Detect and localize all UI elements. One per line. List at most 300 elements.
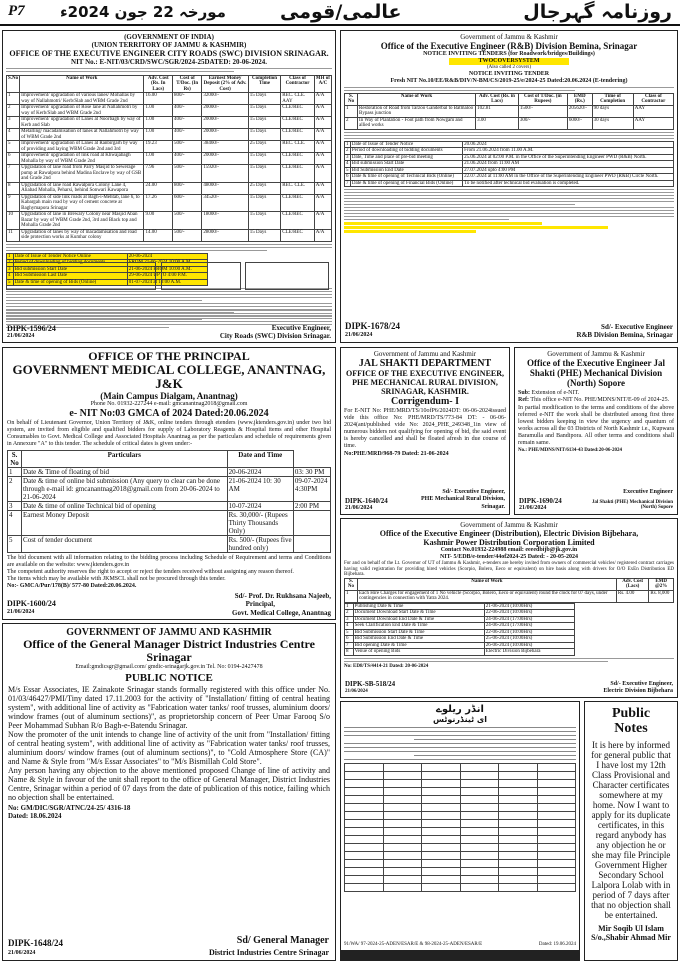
ad5-title: OFFICE OF THE PRINCIPAL: [88, 349, 250, 363]
table-cell: Bid submission Start Date: [350, 161, 462, 168]
table-cell: [537, 780, 576, 788]
table-cell: CLE/REC: [281, 229, 315, 241]
table-cell: [383, 804, 422, 812]
text-line: [344, 747, 576, 748]
table-cell: A/A: [314, 141, 331, 153]
table-row: [345, 820, 576, 828]
table-cell: 24.00: [144, 182, 173, 194]
table-cell: [499, 828, 538, 836]
table-cell: 8: [345, 649, 354, 656]
table-cell: 24-06-2024 (17:00Hrs): [484, 623, 574, 630]
ad1-note-box-2: [161, 262, 241, 290]
table-cell: [537, 788, 576, 796]
table-cell: [460, 772, 499, 780]
ad-electric-bijbehara: [340, 518, 678, 698]
ad2-two-cover-sub: (Also called 2 covers): [486, 65, 531, 70]
ad2-signature-office: R&B Division Bemina, Srinagar: [576, 331, 673, 339]
table-cell: 300/-: [518, 117, 567, 129]
table-cell: Date & Time of floating of bid: [22, 468, 228, 477]
table-row: [7, 117, 332, 129]
ad8-signature-office: District Industries Centre Srinagar: [208, 948, 329, 957]
table-cell: [460, 860, 499, 868]
table-cell: Upgradation of lane in Brewary Colony near Masjid Aban Bazar by way of WBM Grade 2nd, 3rd and Black top and Mohalla Grade 2nd: [20, 212, 144, 230]
table-row: [8, 502, 331, 511]
ad2-schedule-table: [344, 141, 674, 188]
table-cell: [499, 868, 538, 876]
table-row: [7, 129, 332, 141]
table-cell: 500/-: [173, 141, 202, 153]
table-cell: REC. CLE.: [281, 141, 315, 153]
table-cell: [422, 788, 461, 796]
ad2-office: Office of the Executive Engineer (R&B) Division Bemina, Srinagar: [380, 41, 638, 51]
table-cell: 3: [7, 266, 14, 273]
table-cell: [460, 804, 499, 812]
table-cell: [537, 868, 576, 876]
table-cell: [345, 812, 384, 820]
table-row: [345, 828, 576, 836]
table-cell: 20000/-: [202, 105, 248, 117]
table-header: Adv. Cost (Rs. In Lacs): [144, 75, 173, 93]
table-cell: 400/-: [173, 153, 202, 165]
masthead-date: مورخہ 22 جون 2024ء: [60, 3, 226, 21]
ad-jal-shakti-rural: [340, 347, 510, 515]
ad6-dipk-date: 21/06/2024: [345, 689, 368, 695]
table-cell: 15 Days: [248, 153, 280, 165]
table-row: [8, 477, 331, 502]
table-cell: Improvement/ upgradation of Rose lane at Nallahmotri by way of Kerb/Slab and WBM Grade 2nd: [20, 105, 144, 117]
table-cell: 7.96: [144, 165, 173, 183]
ad4-dipk-date: 21/06/2024: [519, 505, 547, 511]
table-row: [345, 844, 576, 852]
table-cell: 500/-: [173, 212, 202, 230]
table-row: [345, 117, 674, 129]
table-cell: 15 Days: [248, 117, 280, 129]
table-cell: 21-06-2024 FROM 10:00 A.M.: [127, 266, 207, 273]
table-cell: Electric Division Bijbehara: [484, 649, 574, 656]
table-cell: Document Download End Date & Time: [353, 616, 484, 623]
table-cell: 22.07.2024 at 11:00 AM in the Office of the Superintending Engineer PWD (R&B) Circle North.: [463, 174, 674, 181]
table-cell: [499, 852, 538, 860]
table-cell: [499, 884, 538, 892]
table-header: Completion Time: [248, 75, 280, 93]
table-cell: 15 Days: [248, 194, 280, 212]
table-cell: Upgradation of lane road from Parry Masjid to Sewerage pump at Rawalpora behind Madina Enclave by way of GSB and Grade 2nd: [20, 165, 144, 183]
ad6-corp: Kashmir Power Distribution Corporation Limited: [423, 538, 595, 547]
table-cell: [537, 844, 576, 852]
table-cell: [422, 828, 461, 836]
table-cell: 6: [346, 174, 349, 180]
table-cell: [422, 868, 461, 876]
table-cell: [460, 844, 499, 852]
table-cell: CLE/REC: [281, 165, 315, 183]
table-cell: Rs. 500/- (Rupees five hundred only): [228, 536, 292, 552]
table-row: [7, 229, 332, 241]
ad9-title-2: Notes: [614, 721, 648, 736]
table-cell: 1.00: [144, 129, 173, 141]
table-cell: A/A: [314, 182, 331, 194]
ad2-subtitle: NOTICE INVITING TENDERS (for Roadwork/bridges/Buildings): [423, 51, 595, 57]
table-cell: 1: [345, 603, 354, 610]
table-cell: 7: [346, 180, 349, 186]
table-row: [7, 182, 332, 194]
text-line: [344, 751, 576, 752]
table-row: [8, 511, 331, 536]
table-row: [345, 649, 575, 656]
table-cell: REC. CLE. AAY: [281, 93, 315, 105]
table-cell: 1.00: [144, 153, 173, 165]
table-cell: 48000/-: [202, 182, 248, 194]
table-cell: 4: [345, 623, 354, 630]
table-cell: 1.00: [144, 117, 173, 129]
table-cell: [537, 852, 576, 860]
ad6-nit: NIT- 5/EDB/e-tender/44of2024-25 Dated: - 20-05-2024: [439, 554, 579, 560]
table-cell: Date of Issue of Tender Notice: [350, 141, 462, 148]
table-cell: Cost of tender document: [22, 536, 228, 553]
ad6-office: Office of the Executive Engineer (Distribution), Electric Division Bijbehara,: [379, 529, 639, 538]
table-cell: 25 Days: [248, 141, 280, 153]
ad5-schedule-table: [7, 450, 331, 553]
table-cell: [499, 804, 538, 812]
table-cell: 400/-: [173, 129, 202, 141]
table-cell: 5: [346, 167, 349, 173]
ad3-corrigendum: Corrigendum- I: [390, 396, 460, 407]
table-cell: Bid Submission Start Date & Time: [353, 629, 484, 636]
ad1-works-table: [6, 75, 332, 242]
table-cell: [460, 780, 499, 788]
table-header: S. No: [345, 93, 358, 105]
table-cell: Improvement/ upgradation of various lanes/ Mohallas by way of Nallahmotri/ Kerb/Slab and WBM Grade 2nd: [20, 93, 144, 105]
table-cell: [383, 852, 422, 860]
table-cell: A/A: [314, 153, 331, 165]
table-cell: [460, 868, 499, 876]
ad-gmc-anantnag: [2, 347, 336, 620]
table-cell: [537, 820, 576, 828]
table-header: S. No: [345, 578, 358, 590]
table-cell: [422, 836, 461, 844]
table-cell: 18000/-: [202, 212, 248, 230]
table-cell: 4: [7, 129, 20, 141]
table-cell: Venue of opening Bids: [353, 649, 484, 656]
ad4-office: Office of the Executive Engineer Jal Shakti (PHE) Mechanical Division (North) Sopore: [526, 358, 666, 388]
table-cell: [422, 772, 461, 780]
table-cell: [383, 796, 422, 804]
ad7-ref: 91/WA/ 97-2024-25-ADEN/ESAR/E & 98-2024-25-ADEN/ESAR/E: [344, 942, 483, 948]
table-cell: [345, 780, 384, 788]
table-cell: 2: [345, 117, 358, 129]
table-cell: A/A: [314, 165, 331, 183]
table-cell: [499, 796, 538, 804]
table-row: [345, 852, 576, 860]
table-cell: [537, 812, 576, 820]
table-header: Earnest Money Deposit (2% of Adv. Cost): [203, 75, 247, 92]
table-row: [345, 174, 674, 181]
ad5-body: On behalf of Lieutenant Governor, Union Territory of J&K, online tenders through etenders (www.jktenders.gov.in) under two bid system, are invited from eligible and qualified bidders for supply of Laboratory Reagents & Hospital items and other Hospital Consumables to Govt. Medical College and Associated Hospitals Anantnag as per the particulars and schedule of requirements given in Annexure "A" to this tender. The schedule of critical dates is given under:-: [7, 420, 331, 447]
table-row: [345, 860, 576, 868]
table-cell: 20000/-: [202, 153, 248, 165]
ad1-govt: (GOVERNMENT OF INDIA): [124, 33, 214, 41]
table-cell: [422, 796, 461, 804]
table-cell: 29-06-2024 UPTO 4:00 P.M.: [127, 273, 207, 280]
ad1-office: OFFICE OF THE EXECUTIVE ENGINEER CITY ROADS (SWC) DIVISION SRINAGAR.: [9, 49, 329, 58]
table-cell: Upgradation of lanes by way of macadamisation and road side protection works at Kumhar colony: [20, 229, 144, 241]
table-header: Class of Contractor: [633, 93, 673, 105]
table-cell: 22-06-2024 (10:00Hrs): [484, 610, 574, 617]
text-line: [344, 759, 576, 760]
table-header: Time of Completion: [592, 93, 633, 105]
table-cell: [383, 884, 422, 892]
ad-rb-bemina: [340, 30, 678, 343]
table-cell: 25.06.2024 at 02:00 P.M. in the Office of the Superintending Engineer PWD (R&B) North.: [463, 154, 674, 161]
ad2-signature-title: Sd/- Executive Engineer: [601, 323, 673, 331]
ad5-no: No:- GMCA/Pur/178(B)/ 577-80 Dated:20.06.2024.: [7, 583, 137, 589]
ad1-ut: (UNION TERRITORY OF JAMMU & KASHMIR): [91, 41, 247, 49]
ad4-sub-label: Sub:: [518, 390, 531, 396]
table-cell: 09-07-2024 4:30PM: [293, 477, 330, 502]
table-cell: [383, 868, 422, 876]
table-cell: 90 days: [592, 105, 633, 117]
ad3-body: For E-NIT No: PHE/MRD/TS/10ofP6/2024DT: 06-06-2024issued vide this office No: PHE/MRD/TS/773-84 DT: - 06-06-2024(ant/published vide No: 2024_PHE_249348_1in view of numerous bidders not qualifying for opening of bid, the said event is hereby cancelled and shall be floated afresh in due course of time.: [344, 408, 506, 449]
table-cell: 15 Days: [248, 229, 280, 241]
ad9-signature-2: S/o.,Shabir Ahmad Mir: [591, 933, 671, 942]
table-cell: A/A: [314, 129, 331, 141]
table-cell: 2: [8, 477, 22, 502]
ad8-signature-title: Sd/ General Manager: [236, 935, 329, 946]
table-cell: [460, 852, 499, 860]
table-cell: A/A: [314, 194, 331, 212]
table-cell: [499, 788, 538, 796]
table-cell: [460, 820, 499, 828]
table-cell: [383, 828, 422, 836]
table-cell: Improvement/ upgradation of link road at Khwajabagh Mohalla by way of WBM Grade 2nd: [20, 153, 144, 165]
table-row: [345, 836, 576, 844]
table-cell: [537, 836, 576, 844]
table-cell: [460, 884, 499, 892]
table-cell: 1: [7, 93, 20, 105]
table-cell: AAY: [633, 117, 673, 129]
table-cell: [460, 828, 499, 836]
table-cell: A/A: [314, 105, 331, 117]
table-row: [345, 780, 576, 788]
table-cell: [383, 860, 422, 868]
ad5-nit: e- NIT No:03 GMCA of 2024 Dated:20.06.2024: [69, 408, 269, 419]
table-cell: [345, 860, 384, 868]
table-cell: Date & time of online Technical bid of opening: [22, 502, 228, 511]
table-cell: 20.06.2024: [463, 141, 674, 148]
table-cell: 11: [7, 229, 20, 241]
table-cell: 15 Days: [248, 165, 280, 183]
ad-city-roads: [2, 30, 336, 343]
table-cell: A/A: [314, 117, 331, 129]
table-cell: CLE/REC: [281, 194, 315, 212]
ad8-date: Dated: 18.06.2024: [8, 812, 62, 820]
table-cell: [460, 764, 499, 772]
table-row: [345, 772, 576, 780]
table-cell: Improvement/ upgradation of Lanes at Ranbirgarh by way of providing and laying WBM Grade 2nd and 3rd: [20, 141, 144, 153]
table-cell: [293, 536, 330, 553]
ad8-no: No: GM/DIC/SGR/ATNC/24-25/ 4316-18: [8, 804, 131, 812]
ad7-footer-bar: [341, 950, 579, 960]
table-cell: Date & time of opening of Technical Bids (Online): [350, 174, 462, 181]
table-cell: [499, 780, 538, 788]
table-cell: 1.00: [144, 105, 173, 117]
ad4-signature-office: Jal Shakti (PHE) Mechanical Division (North) Sopore: [591, 499, 673, 511]
table-cell: 27.07.2024 upto 4:00 PM: [463, 167, 674, 174]
table-cell: [537, 804, 576, 812]
table-cell: 1: [345, 590, 358, 602]
table-cell: Upgradation of side link roads at Bagh-i-Mehtab, lane 6, to Kabargah main road by way of cement concrete at Baghymapora Srinagar: [20, 194, 144, 212]
table-cell: [345, 876, 384, 884]
table-cell: To be notified after technical bid evaluation is completed.: [463, 180, 674, 187]
table-header: Particulars: [22, 451, 228, 468]
table-cell: [460, 876, 499, 884]
table-cell: 2: [7, 105, 20, 117]
table-cell: Bid submission Start Date: [13, 266, 127, 273]
table-cell: 600/-: [173, 194, 202, 212]
table-cell: 14.00: [144, 229, 173, 241]
ad4-body: In partial modification to the terms and conditions of the above referred e-NIT the work shall be distributed among first three lowest bidders keeping in view the urgency and quantum of works across all the 03 Districts of North Kashmir i.e., Kupwara Baramulla and Bandipora. All other terms and conditions shall remain same.: [518, 405, 674, 446]
table-header: Name of Work: [20, 75, 144, 93]
table-cell: In Way of Plantation - Foot path from Nowgam and allied works: [358, 117, 476, 129]
ad6-no: No: ED8/TS/4414-21 Dated: 20-06-2024: [344, 663, 429, 669]
table-cell: 16.00: [144, 93, 173, 105]
table-cell: 1: [346, 141, 349, 147]
table-row: [7, 165, 332, 183]
table-header: Name of Work: [357, 578, 616, 590]
table-cell: A/A: [314, 229, 331, 241]
text-line: [414, 739, 576, 740]
ad3-signature-office: PHE Mechanical Rural Division,: [421, 496, 505, 502]
table-row: [7, 212, 332, 230]
table-cell: [422, 876, 461, 884]
table-cell: 3: [345, 616, 354, 623]
table-cell: [383, 788, 422, 796]
table-header: MH of A/C: [314, 75, 331, 93]
table-cell: [537, 828, 576, 836]
ad2-nit-label: NOTICE INVITING TENDER: [468, 70, 550, 77]
ad7-text-lines: [344, 727, 576, 760]
ad8-body: M/s Essar Associates, IE Zainakote Srinagar stands formally registered with this office under No. 01/03/46427/PMI/Tiny dated 17.11.2003 for the activity of "Installation/ fitting of central heating system", with additional line of activity as "Fabrication water tanks/ roof trusses, aluminium doors/ window frames (out of aluminum sections)", as proprietorship concern of Peer Umar Farooq S/o Peer Mohammad Subhan R/o Bagh-e-Batendu Srinagar. Now the promoter of the unit intends to change line of activity of the unit from "Installation/ fitting of central heating system", with additional line of activity as "Fabrication water tanks/ roof trusses, aluminium doors/ window frames (out of aluminum sections)", to "Cold Atmosphere Store (CA)" and Name & Style from "M/s Essar Associates" to "M/s Bismillah Cold Store". Any person having any objection to the above mentioned proposed Change of line of activity and Name & Style in favour of the unit shall report to the office of General Manager, District Industries Centre, Srinagar within a period of 07 days from the date of publication of this notice, failing which no objection shall be entertained.: [8, 685, 330, 802]
table-cell: 2: [7, 260, 14, 267]
ad6-body: For and on behalf of the Lt. Governor of UT of Jammu & Kashmir, e-tenders are hereby invited from owners of commercial vehicles/ registered contract carriages having valid registration for providing hired vehicles (Scorpio, Bolero, Eeco or equivalent) on hire basis along with drivers for O/O ExEn Distribution ED Bijbehara.: [344, 561, 674, 578]
ad2-govt: Government of Jammu & Kashmir: [460, 33, 558, 41]
table-cell: 24-06-2024 (17:00Hrs): [484, 616, 574, 623]
table-row: [345, 764, 576, 772]
ad5-signature-title: Sd/- Prof. Dr. Rukhsana Najeeb,: [234, 592, 331, 600]
table-cell: [383, 812, 422, 820]
ad8-govt: GOVERNMENT OF JAMMU AND KASHMIR: [66, 627, 272, 638]
table-cell: 400/-: [173, 117, 202, 129]
table-cell: [499, 820, 538, 828]
table-cell: REC. CLE.: [281, 182, 315, 194]
ad6-works-table: [344, 578, 674, 603]
table-cell: [345, 788, 384, 796]
ad3-office: OFFICE OF THE EXECUTIVE ENGINEER, PHE MECHANICAL RURAL DIVISION, SRINAGAR, KASHMIR.: [345, 369, 505, 396]
table-cell: Date & time of online bid submission (Any query to clear can be done through e-mail id: gmcanantnag2018@gmail.com from 20-06-2024 to 21-06-2024: [22, 477, 228, 502]
table-cell: A/A: [314, 212, 331, 230]
table-row: [345, 796, 576, 804]
table-cell: A/A: [314, 93, 331, 105]
table-cell: 15 Days: [248, 93, 280, 105]
ad8-office: Office of the General Manager District Industries Centre Srinagar: [23, 637, 315, 664]
table-cell: [383, 820, 422, 828]
table-cell: 5: [345, 629, 354, 636]
ad6-dipk: DIPK-SB-518/24: [345, 680, 396, 688]
ad1-note-box-3: [245, 262, 329, 290]
table-cell: [383, 876, 422, 884]
table-cell: 1: [7, 253, 14, 260]
table-cell: Bid opening Date & Time: [353, 642, 484, 649]
ad-public-notes: [584, 701, 678, 961]
table-cell: 15 Days: [248, 129, 280, 141]
table-cell: [422, 884, 461, 892]
table-cell: Bid Submission End Date & Time: [353, 636, 484, 643]
table-cell: 3: [7, 117, 20, 129]
ad2-nit: Fresh NIT No.10/EE/R&B/DIV/N-BM/CS/2019-25/e/2024-25 Dated:20.06.2024 (E-tendering): [390, 77, 628, 84]
ad4-govt: Government of Jammu & Kashmir: [547, 350, 645, 358]
table-cell: [293, 511, 330, 536]
table-row: [345, 868, 576, 876]
table-cell: [345, 804, 384, 812]
table-row: [7, 194, 332, 212]
table-cell: [345, 884, 384, 892]
table-row: [345, 105, 674, 117]
ad5-college: GOVERNMENT MEDICAL COLLEGE, ANANTNAG, J&K: [12, 362, 326, 391]
table-cell: [537, 764, 576, 772]
table-cell: 30 days: [592, 117, 633, 129]
table-cell: CLE/REC: [281, 117, 315, 129]
table-cell: 7: [345, 642, 354, 649]
table-row: [345, 180, 674, 187]
ad7-sub: ای ٹینڈرنوٹس: [433, 715, 487, 724]
masthead: [0, 0, 680, 26]
table-cell: Period of downloading of bidding documents: [13, 260, 127, 267]
table-cell: [383, 844, 422, 852]
table-cell: 15 Days: [248, 105, 280, 117]
table-cell: 7: [7, 165, 20, 183]
table-cell: [422, 844, 461, 852]
ad-railway-urdu: [340, 701, 580, 961]
ad7-header: انڈر ریلوے: [436, 704, 484, 715]
ad4-signature-title: Executive Engineer: [623, 489, 673, 495]
ad3-dept: JAL SHAKTI DEPARTMENT: [358, 358, 492, 369]
ad2-dipk: DIPK-1678/24: [345, 321, 400, 331]
table-cell: Rs. 8,000: [649, 590, 674, 602]
table-row: [345, 884, 576, 892]
table-cell: 28000/-: [202, 229, 248, 241]
table-row: [345, 812, 576, 820]
table-header: Cost of T/Doc. (In Rs): [173, 75, 202, 93]
table-cell: [383, 836, 422, 844]
table-cell: 800/-: [173, 182, 202, 194]
table-cell: CLE/REC: [281, 153, 315, 165]
table-cell: 5: [7, 141, 20, 153]
table-cell: CLE/REC: [281, 129, 315, 141]
table-cell: [345, 828, 384, 836]
ad1-signature-office: City Roads (SWC) Division Srinagar.: [219, 332, 331, 340]
ad5-signature-sub: Principal,: [245, 600, 275, 608]
table-cell: 17.26: [144, 194, 173, 212]
table-cell: 21-06-2024 (10:00Hrs): [484, 603, 574, 610]
table-cell: Earnest Money Deposit: [22, 511, 228, 536]
ad6-govt: Government of Jammu & Kashmir: [460, 521, 558, 529]
table-cell: Rs. 30,000/- (Rupees Thirty Thousands Only): [227, 511, 293, 536]
table-cell: CLE/REC: [281, 212, 315, 230]
table-cell: 1500/-: [518, 105, 567, 117]
table-cell: Each Hire Charges for engagement of 1 No vehicle (Scorpio, Bolero, Eeco or equivalent) round the clock for 07 days, under contingencies in connection with Yatra 2024.: [357, 590, 616, 602]
table-cell: 2: [345, 610, 354, 617]
table-cell: 26-06-2024 (10:00Hrs): [484, 642, 574, 649]
ad9-signature-1: Mir Soqib Ul Islam: [598, 924, 664, 933]
